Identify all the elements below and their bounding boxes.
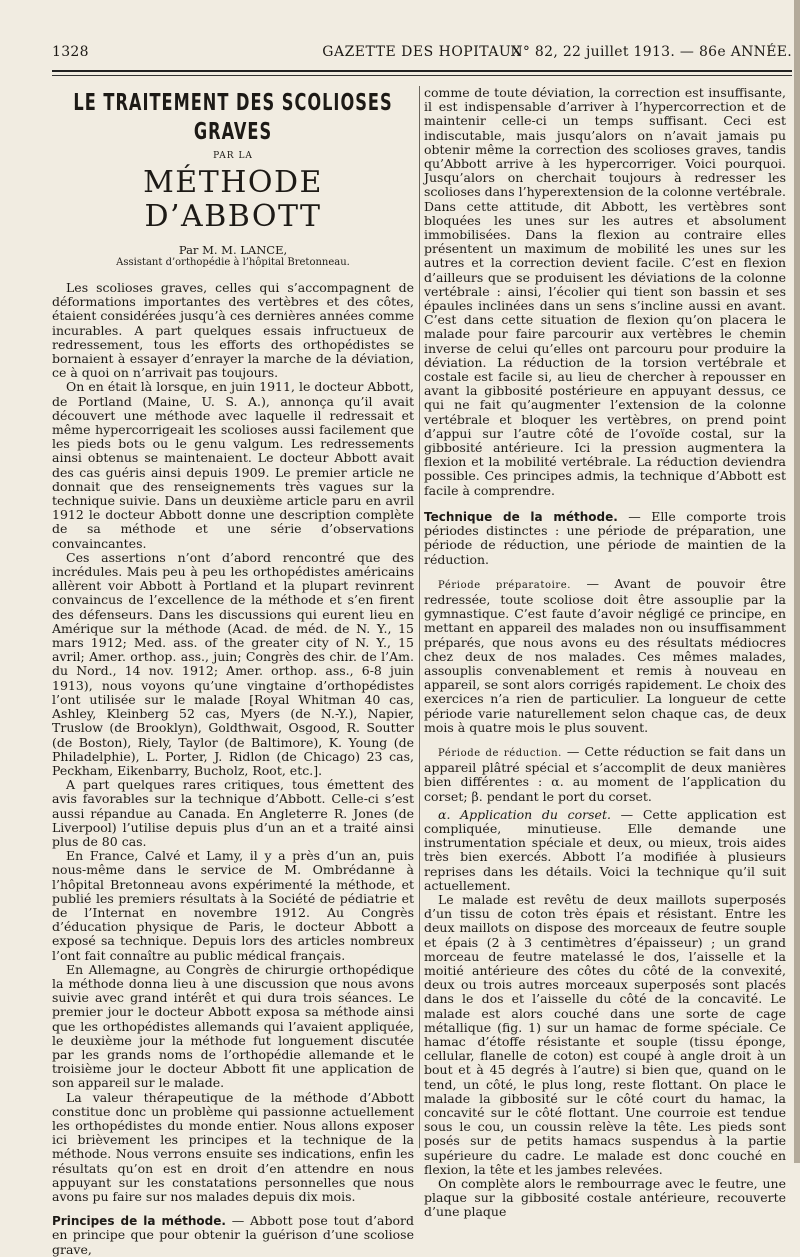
- header-rule-thin: [52, 75, 792, 76]
- column-divider: [419, 86, 420, 1148]
- section-periode-preparatoire: [424, 577, 786, 735]
- right-column: [424, 86, 786, 1220]
- subsection-text: — Cette réduction se fait dans un appareil plâtré spécial et s’accomplit de deux manières bien différentes : α. au moment de l’application du corset; β. pendant le port du corset.: [424, 743, 786, 804]
- section-principes: [52, 1214, 414, 1257]
- article-author: Par M. M. LANCE,: [178, 243, 288, 257]
- subsection-text: — Avant de pouvoir être redressée, toute scoliose doit être assouplie par la gymnastique. C’est faute d’avoir négligé ce principe, en mettant en appareil des malades non ou insuffisamment préparés, que nous avons eu des résultats médiocres chez deux de nos malades. Ces mêmes malades, assouplis convenablement et remis à nouveau en appareil, se sont alors corrigés rapidement. Le choix des exercices n’a rien de particulier. La longueur de cette période varie naturellement selon chaque cas, de deux mois à quatre mois le plus souvent.: [424, 575, 786, 735]
- subsection-label: α. Application du corset.: [438, 806, 611, 822]
- section-heading: Technique de la méthode.: [424, 509, 618, 524]
- paragraph: comme de toute déviation, la correction est insuffisante, il est indispensable d’arriver à l’hypercorrection et de maintenir celle-ci un temps suffisant. Ceci est indiscutable, mais jusqu’alors on n’avait jamais pu obtenir même la correction des scolioses graves, tandis qu’Abbott arrive à les hypercorriger. Voici pourquoi. Jusqu’alors on cherchait toujours à redresser les scolioses dans l’hyperextension de la colonne vertébrale. Dans cette attitude, dit Abbott, les vertèbres sont bloquées les unes sur les autres et absolument immobilisées. Dans la flexion au contraire elles présentent un maximum de mobilité les unes sur les autres et la correction devient facile. C’est en flexion d’ailleurs que se produisent les déviations de la colonne vertébrale : ainsi, l’écolier qui tient son bassin et ses épaules inclinées dans un sens s’incline aussi en avant. C’est dans cette situation de flexion qu’on placera le malade pour faire parcourir aux vertèbres le chemin inverse de celui qu’elles ont parcouru pour produire la déviation. La réduction de la torsion vertébrale et costale est facile si, au lieu de chercher à repousser en avant la gibbosité postérieure en appuyant dessus, ce qui ne fait qu’augmenter l’extension de la colonne vertébrale et bloquer les vertèbres, on prend point d’appui sur l’autre côté de l’ovoïde costal, sur la gibbosité antérieure. Ici la pression augmentera la flexion et la mobilité vertébrale. La réduction deviendra possible. Ces principes admis, la technique d’Abbott est facile à comprendre.: [424, 85, 786, 498]
- paragraph: Les scolioses graves, celles qui s’accompagnent de déformations importantes des vertèbres et des côtes, étaient considérées jusqu’à ces dernières années comme incurables. A part quelques essais infructueux de redressement, tous les efforts des orthopédistes se bornaient à essayer d’enrayer la marche de la déviation, ce à quoi on n’arrivait pas toujours.: [52, 280, 414, 381]
- article-title-block: [52, 89, 414, 269]
- paragraph: La valeur thérapeutique de la méthode d’Abbott constitue donc un problème qui passionne actuellement les orthopédistes du monde entier. Nous allons exposer ici brièvement les principes et la technique de la méthode. Nous verrons ensuite ses indications, enfin les résultats qu’on est en droit d’en attendre en nous appuyant sur les constatations personnelles que nous avons pu faire sur nos malades depuis dix mois.: [52, 1089, 414, 1204]
- article-affiliation: Assistant d’orthopédie à l’hôpital Bretonneau.: [116, 257, 350, 268]
- page-number: 1328: [52, 44, 89, 60]
- section-text: — Elle comporte trois périodes distinctes : une période de préparation, une période de réduction, une période de maintien de la réduction.: [424, 508, 786, 567]
- journal-name: GAZETTE DES HOPITAUX: [322, 44, 522, 60]
- section-periode-reduction: [424, 745, 786, 804]
- section-application-corset: [424, 808, 786, 893]
- section-heading: Principes de la méthode.: [52, 1214, 226, 1229]
- subsection-label: Période de réduction.: [438, 747, 562, 759]
- page-spine-shadow: [794, 0, 800, 1163]
- left-column: [52, 86, 414, 1257]
- article-title-par-la: PAR LA: [213, 151, 253, 161]
- section-technique: [424, 510, 786, 567]
- paragraph: En Allemagne, au Congrès de chirurgie orthopédique la méthode donna lieu à une discussion que nous avons suivie avec grand intérêt et qui dura trois séances. Le premier jour le docteur Abbott exposa sa méthode ainsi que les orthopédistes allemands qui l’avaient appliquée, le deuxième jour la méthode fut longuement discutée par les grands noms de l’orthopédie allemande et le troisième jour le docteur Abbott fit une application de son appareil sur le malade.: [52, 961, 414, 1091]
- paragraph: On complète alors le rembourrage avec le feutre, une plaque sur la gibbosité costale antérieure, recouverte d’une plaque: [424, 1176, 786, 1220]
- running-header: [52, 44, 792, 66]
- subsection-label: Période préparatoire.: [438, 579, 572, 591]
- paragraph: En France, Calvé et Lamy, il y a près d’un an, puis nous-même dans le service de M. Ombrédanne à l’hôpital Bretonneau avons expérimenté la méthode, et publié les premiers résultats à la Société de pédiatrie et de l’Internat en novembre 1912. Au Congrès d’éducation physique de Paris, le docteur Abbott a exposé sa technique. Depuis lors des articles nombreux l’ont fait connaître au public médical français.: [52, 848, 414, 963]
- issue-info: N° 82, 22 juillet 1913. — 86e ANNÉE.: [510, 44, 792, 60]
- subsection-text: — Cette application est compliquée, minutieuse. Elle demande une instrumentation spéciale et deux, ou mieux, trois aides très bien exercés. Abbott l’a modifiée à plusieurs reprises dans les détails. Voici la technique qu’il suit actuellement.: [424, 806, 786, 893]
- article-title-top: LE TRAITEMENT DES SCOLIOSES GRAVES: [73, 89, 393, 146]
- header-rule-thick: [52, 70, 792, 72]
- section-text: — Abbott pose tout d’abord en principe que pour obtenir la guérison d’une scoliose grave,: [52, 1213, 414, 1257]
- paragraph: On en était là lorsque, en juin 1911, le docteur Abbott, de Portland (Maine, U. S. A.), annonça qu’il avait découvert une méthode avec laquelle il redressait et même hypercorrigeait les scolioses aussi facilement que les pieds bots ou le genu valgum. Les redressements ainsi obtenus se maintenaient. Le docteur Abbott avait des cas guéris ainsi depuis 1909. Le premier article ne donnait que des renseignements très vagues sur la technique suivie. Dans un deuxième article paru en avril 1912 le docteur Abbott donne une description complète de sa méthode et une série d’observations convaincantes.: [52, 379, 414, 551]
- article-title-main: MÉTHODE D’ABBOTT: [143, 165, 323, 234]
- paragraph: A part quelques rares critiques, tous émettent des avis favorables sur la technique d’Abbott. Celle-ci s’est aussi répandue au Canada. En Angleterre R. Jones (de Liverpool) l’utilise depuis plus d’un an et a traité ainsi plus de 80 cas.: [52, 777, 414, 849]
- paragraph: Le malade est revêtu de deux maillots superposés d’un tissu de coton très épais et résistant. Entre les deux maillots on dispose des morceaux de feutre souple et épais (2 à 3 centimètres d’épaisseur) ; un grand morceau de feutre matelassé le dos, l’aisselle et la moitié antérieure des côtes du côté de la convexité, deux ou trois autres morceaux superposés sont placés dans le dos et l’aisselle du côté de la concavité. Le malade est alors couché dans une sorte de cage métallique (fig. 1) sur un hamac de forme spéciale. Ce hamac d’étoffe résistante et souple (tissu éponge, cellular, flanelle de coton) est coupé à angle droit à un bout et à 45 degrés à l’autre) si bien que, quand on le tend, un côté, le plus long, reste flottant. On place le malade la gibbosité sur le côté court du hamac, la concavité sur le côté flottant. Une courroie est tendue sous le cou, un coussin relève la tête. Les pieds sont posés sur de petits hamacs suspendus à la partie supérieure du cadre. Le malade est donc couché en flexion, la tête et les jambes relevées.: [424, 891, 786, 1177]
- paragraph: Ces assertions n’ont d’abord rencontré que des incrédules. Mais peu à peu les orthopédistes américains allèrent voir Abbott à Portland et la plupart revinrent convaincus de l’excellence de la méthode et s’en firent des défenseurs. Dans les discussions qui eurent lieu en Amérique sur la méthode (Acad. de méd. de N. Y., 15 mars 1912; Med. ass. of the greater city of N. Y., 15 avril; Amer. orthop. ass., juin; Congrès des chir. de l’Am. du Nord., 14 nov. 1912; Amer. orthop. ass., 6-8 juin 1913), nous voyons qu’une vingtaine d’orthopédistes l’ont utilisée sur le malade [Royal Whitman 40 cas, Ashley, Kleinberg 52 cas, Myers (de N.-Y.), Napier, Truslow (de Brooklyn), Goldthwait, Osgood, R. Soutter (de Boston), Riely, Taylor (de Baltimore), K. Young (de Philadelphie), L. Porter, J. Ridlon (de Chicago) 23 cas, Peckham, Eikenbarry, Bucholz, Root, etc.].: [52, 549, 414, 778]
